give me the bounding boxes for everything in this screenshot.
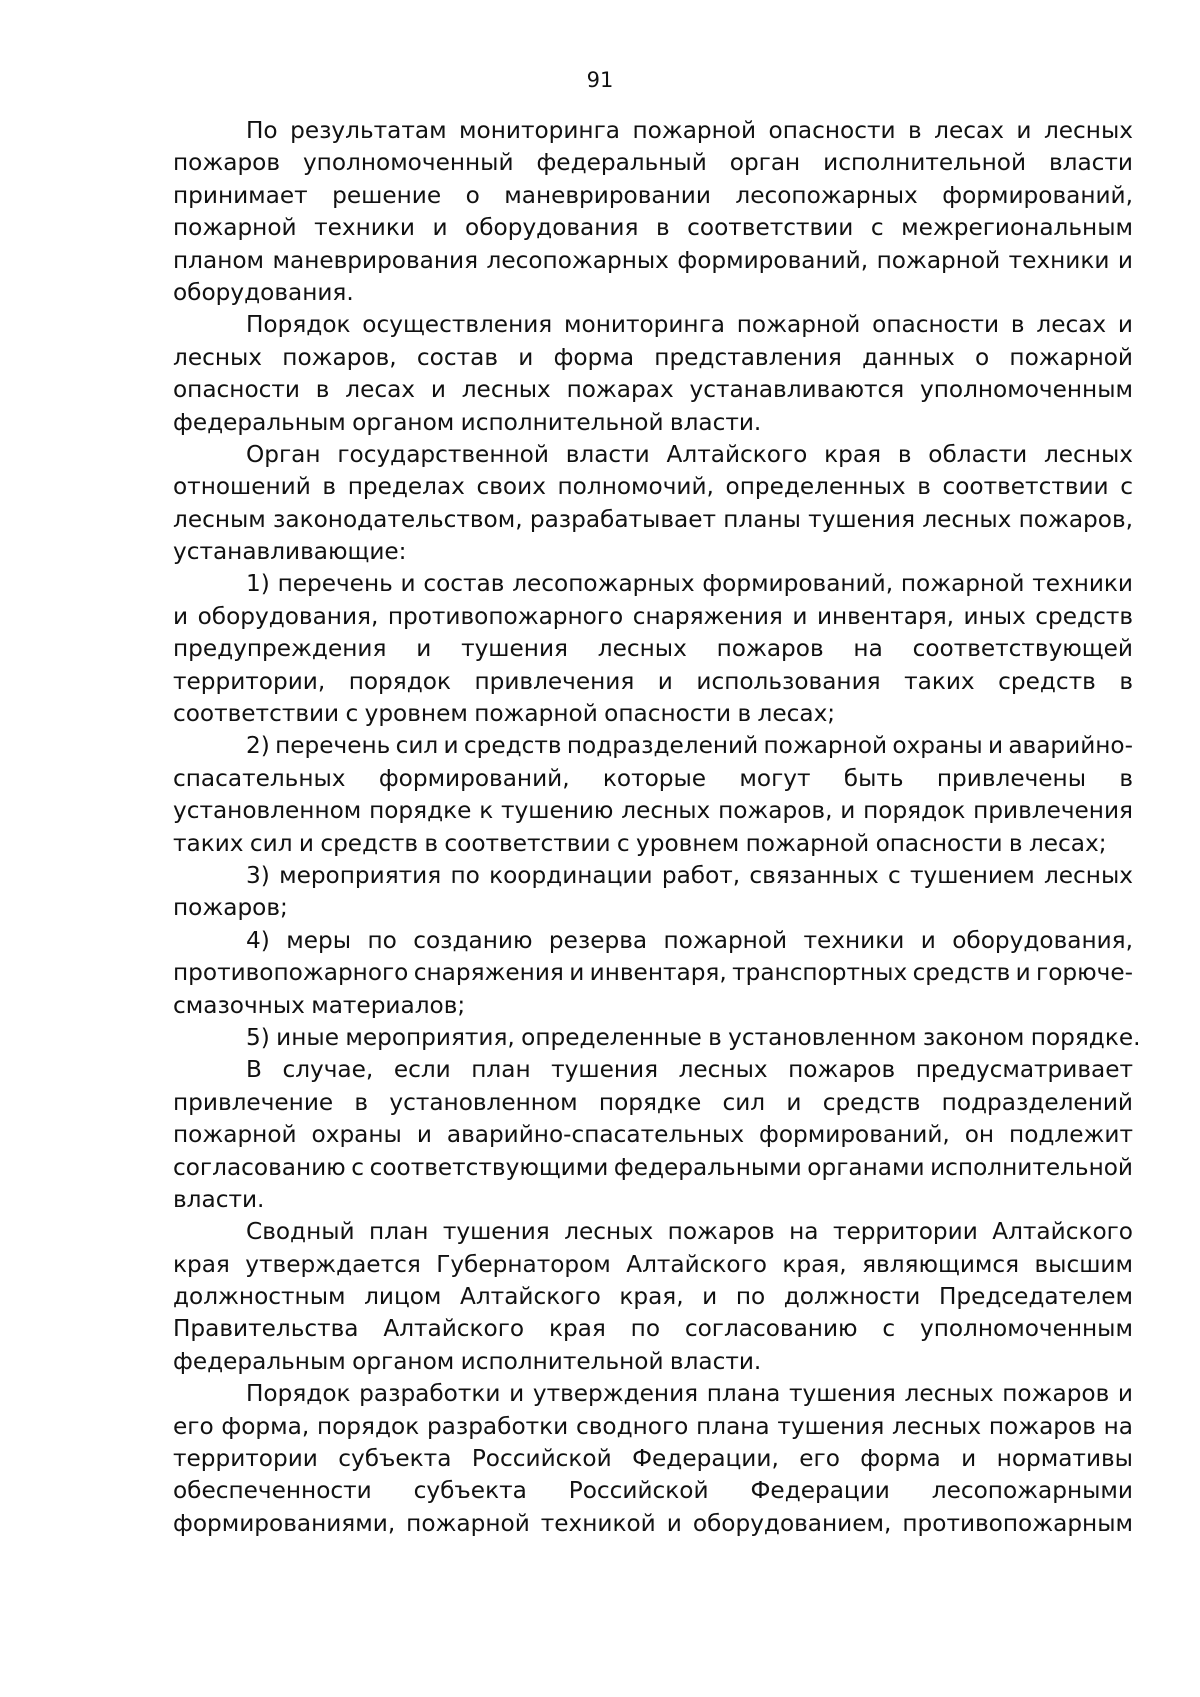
text-line: федеральным органом исполнительной власти.	[173, 1347, 762, 1375]
text-line: пожарной техники и оборудования в соответствии с межрегиональным	[173, 214, 1133, 242]
document-body	[173, 115, 1141, 1540]
text-line: установленном порядке к тушению лесных пожаров, и порядок привлечения	[173, 797, 1133, 825]
text-line: 4) меры по созданию резерва пожарной техники и оборудования,	[246, 926, 1133, 954]
text-line: Сводный план тушения лесных пожаров на территории Алтайского	[246, 1218, 1133, 1246]
text-line: лесных пожаров, состав и форма представления данных о пожарной	[173, 343, 1133, 371]
text-line: пожарной охраны и аварийно-спасательных формирований, он подлежит	[173, 1121, 1133, 1149]
text-line: таких сил и средств в соответствии с уровнем пожарной опасности в лесах;	[173, 829, 1107, 857]
text-line: привлечение в установленном порядке сил и средств подразделений	[173, 1088, 1133, 1116]
text-line: принимает решение о маневрировании лесопожарных формирований,	[173, 181, 1133, 209]
text-line: спасательных формирований, которые могут быть привлечены в	[173, 764, 1133, 792]
text-line: опасности в лесах и лесных пожарах устанавливаются уполномоченным	[173, 376, 1133, 404]
text-line: пожаров;	[173, 894, 288, 922]
text-line: устанавливающие:	[173, 538, 407, 566]
text-line: оборудования.	[173, 278, 354, 306]
text-line: территории, порядок привлечения и использования таких средств в	[173, 667, 1133, 695]
text-line: лесным законодательством, разрабатывает планы тушения лесных пожаров,	[173, 505, 1133, 533]
text-line: формированиями, пожарной техникой и оборудованием, противопожарным	[173, 1509, 1133, 1537]
text-line: его форма, порядок разработки сводного плана тушения лесных пожаров на	[173, 1412, 1133, 1440]
text-line: обеспеченности субъекта Российской Федерации лесопожарными	[173, 1477, 1133, 1505]
text-line: 3) мероприятия по координации работ, связанных с тушением лесных	[246, 861, 1133, 889]
text-line: Порядок осуществления мониторинга пожарной опасности в лесах и	[246, 311, 1133, 339]
text-line: 1) перечень и состав лесопожарных формирований, пожарной техники	[246, 570, 1133, 598]
text-line: Орган государственной власти Алтайского края в области лесных	[246, 440, 1133, 468]
text-line: планом маневрирования лесопожарных формирований, пожарной техники и	[173, 246, 1133, 274]
text-line: По результатам мониторинга пожарной опасности в лесах и лесных	[246, 117, 1133, 144]
text-line: соответствии с уровнем пожарной опасности в лесах;	[173, 700, 836, 728]
text-line: территории субъекта Российской Федерации, его форма и нормативы	[173, 1445, 1133, 1473]
text-line: края утверждается Губернатором Алтайского края, являющимся высшим	[173, 1250, 1133, 1278]
page-number: 91	[586, 68, 614, 92]
text-line: власти.	[173, 1185, 265, 1213]
text-line: пожаров уполномоченный федеральный орган исполнительной власти	[173, 149, 1133, 177]
text-line: должностным лицом Алтайского края, и по должности Председателем	[173, 1283, 1133, 1311]
text-line: федеральным органом исполнительной власти.	[173, 408, 762, 436]
text-line: В случае, если план тушения лесных пожаров предусматривает	[246, 1056, 1133, 1084]
text-line: смазочных материалов;	[173, 991, 466, 1019]
text-line: 2) перечень сил и средств подразделений пожарной охраны и аварийно-	[246, 732, 1133, 760]
text-line: согласованию с соответствующими федеральными органами исполнительной	[173, 1153, 1133, 1181]
text-line: Правительства Алтайского края по согласованию с уполномоченным	[173, 1315, 1133, 1343]
text-line: отношений в пределах своих полномочий, определенных в соответствии с	[173, 473, 1133, 501]
text-line: Порядок разработки и утверждения плана тушения лесных пожаров и	[246, 1380, 1133, 1408]
text-line: противопожарного снаряжения и инвентаря, транспортных средств и горюче-	[173, 959, 1133, 987]
text-line: и оборудования, противопожарного снаряжения и инвентаря, иных средств	[173, 602, 1133, 630]
text-line: 5) иные мероприятия, определенные в установленном законом порядке.	[246, 1023, 1141, 1051]
text-line: предупреждения и тушения лесных пожаров на соответствующей	[173, 635, 1133, 663]
